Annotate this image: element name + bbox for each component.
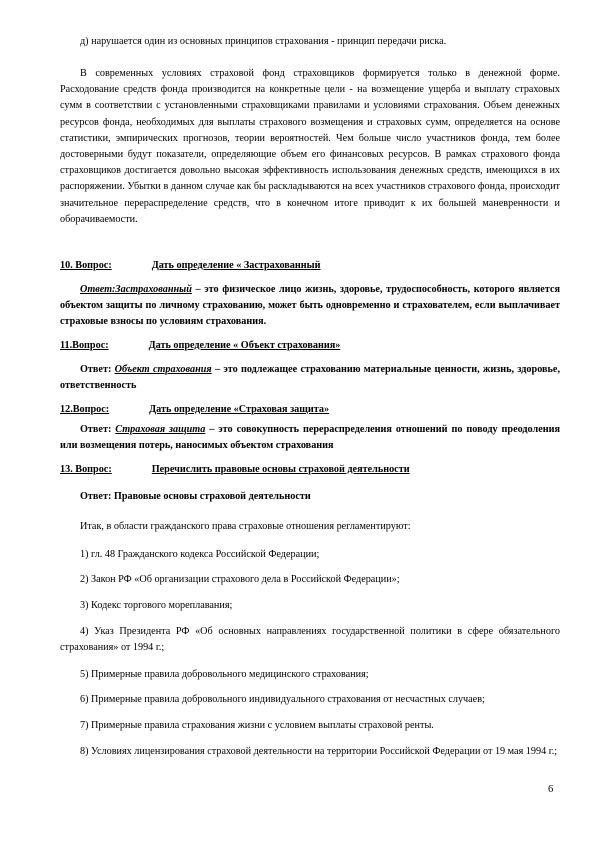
answer-11-term: Объект страхования: [114, 364, 212, 375]
answer-11-text: – это подлежащее страхованию материальные ценности, жизнь, здоровье, ответственность: [60, 364, 560, 392]
question-10-number: 10. Вопрос:: [60, 260, 112, 271]
legal-item-1: 1) гл. 48 Гражданского кодекса Российской Федерации;: [80, 549, 320, 560]
legal-item-2: 2) Закон РФ «Об организации страхового дела в Российской Федерации»;: [80, 574, 400, 585]
answer-10: [60, 282, 560, 331]
answer-12-lead: Ответ:: [80, 424, 116, 435]
question-13-title: Перечислить правовые основы страховой деятельности: [151, 464, 410, 475]
question-11-title: Дать определение « Объект страхования»: [148, 340, 341, 351]
page-number: 6: [548, 784, 554, 795]
legal-item-5: 5) Примерные правила добровольного медицинского страхования;: [80, 669, 369, 680]
question-12-title: Дать определение «Страховая защита»: [149, 404, 330, 415]
answer-13: Ответ: Правовые основы страховой деятельности: [80, 491, 311, 502]
legal-intro: Итак, в области гражданского права страховые отношения регламентируют:: [80, 521, 411, 532]
intro-paragraph: д) нарушается один из основных принципов страхования - принцип передачи риска.: [80, 36, 447, 47]
question-10-title: Дать определение « Застрахованный: [151, 260, 321, 271]
question-10: [60, 258, 560, 274]
question-11-number: 11.Вопрос:: [60, 340, 109, 351]
legal-item-7: 7) Примерные правила страхования жизни с условием выплаты страховой ренты.: [80, 720, 434, 731]
answer-11: [60, 362, 560, 394]
question-13: [60, 462, 560, 478]
answer-11-lead: Ответ:: [80, 364, 115, 375]
question-12-number: 12.Вопрос:: [60, 404, 110, 415]
question-13-number: 13. Вопрос:: [60, 464, 112, 475]
legal-item-8: 8) Условиях лицензирования страховой деятельности на территории Российской Федерации от 19 мая 1994 г.;: [80, 746, 558, 757]
question-12: [60, 402, 560, 418]
legal-item-3: 3) Кодекс торгового мореплавания;: [80, 600, 233, 611]
answer-12-term: Страховая защита: [115, 424, 206, 435]
legal-item-6: 6) Примерные правила добровольного индивидуального страхования от несчастных случаев;: [80, 694, 485, 705]
fund-paragraph: В современных условиях страховой фонд страховщиков формируется только в денежной форме. Расходование средств фонда производится на конкретные цели - на возмещение ущерба и выплату страховых сумм в соответствии с установленными страховщиками правилами и условиями страхования. Объем денежных ресурсов фонда, необходимых для выплаты страхового возмещения и страховых сумм, определяется на основе статистики, эмпирических прогнозов, теории вероятностей. Чем больше число участников фонда, тем более достоверными будут показатели, определяющие объем его финансовых ресурсов. В рамках страхового фонда страховщиков достигается довольно высокая эффективность использования денежных средств, имеющихся в их распоряжении. Убытки в данном случае как бы раскладываются на всех участников страхового фонда, происходит значительное перераспределение средств, что в конечном итоге приводит к их большей маневренности и оборачиваемости.: [60, 68, 560, 225]
answer-10-text: – это физическое лицо жизнь, здоровье, трудоспособность, которого является объектом защиты по личному страхованию, может быть одновременно и страхователем, если выплачивает страховые взносы по условиям страхования.: [60, 284, 560, 328]
answer-12-text: – это совокупность перераспределения отношений по поводу преодоления или возмещения потерь, наносимых объектом страхования: [60, 424, 560, 452]
question-11: [60, 338, 560, 354]
legal-item-4: 4) Указ Президента РФ «Об основных направлениях государственной политики в сфере обязательного страхования» от 1994 г.;: [60, 626, 560, 654]
answer-10-lead: Ответ:Застрахованный: [80, 284, 192, 295]
answer-12: [60, 422, 560, 454]
